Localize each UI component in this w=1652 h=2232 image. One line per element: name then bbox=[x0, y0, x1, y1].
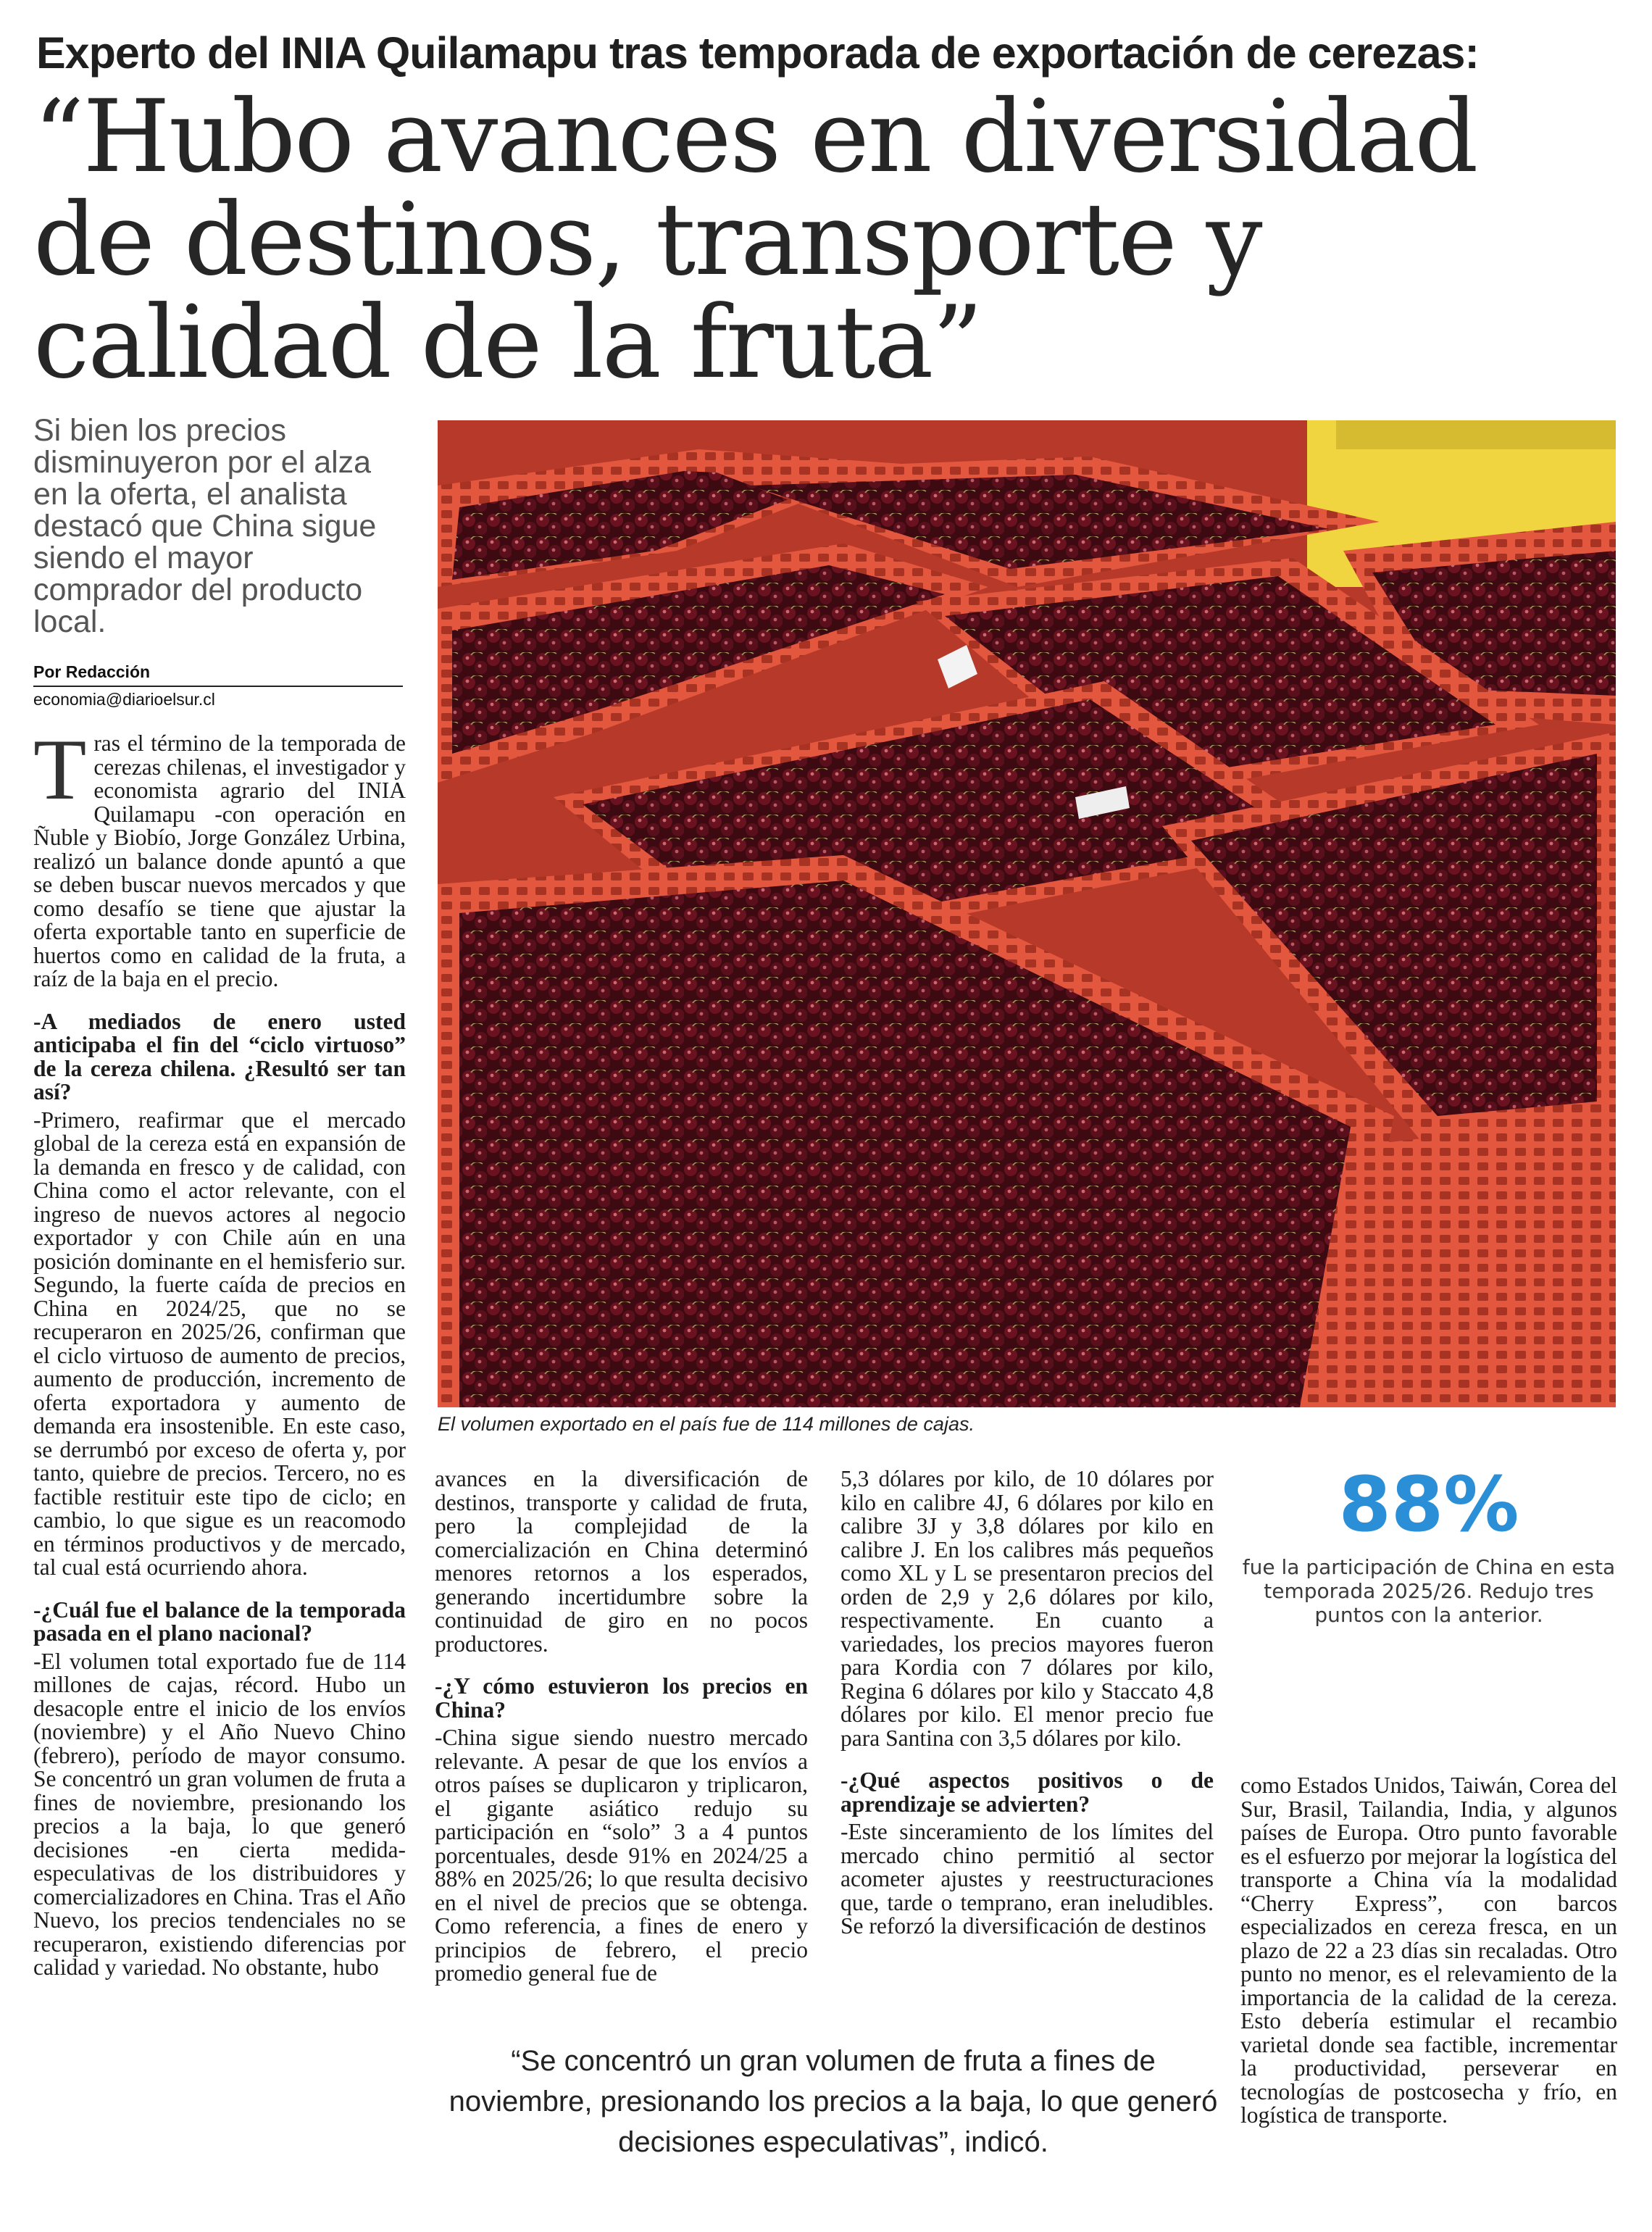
article-column-2 bbox=[435, 1467, 808, 1986]
headline bbox=[33, 78, 1627, 401]
headline-line-3: calidad de la fruta” bbox=[33, 284, 983, 401]
question-1: -A mediados de enero usted anticipaba el fin del “ciclo virtuoso” de la cereza chilena. ¿Resultó ser tan así? bbox=[33, 1008, 406, 1104]
byline bbox=[33, 661, 403, 710]
pull-quote: “Se concentró un gran volumen de fruta a fines de noviembre, presionando los precios a la baja, lo que generó decisiones especulativas”, indicó. bbox=[449, 2045, 1218, 2158]
answer-4-part-2: como Estados Unidos, Taiwán, Corea del Sur, Brasil, Tailandia, India, y algunos países de Europa. Otro punto favorable es el esfuerzo por mejorar la logística del transporte a China vía la modalidad “Cherry Express”, con barcos especializados en cereza fresca, en un plazo de 22 a 23 días sin recaladas. Otro punto no menor, es el relevamiento de la importancia de la calidad de la cereza. Esto debería estimular el recambio varietal donde sea factible, incrementar la productividad, perseverar en tecnologías de postcosecha y frío, en logística de transporte. bbox=[1240, 1773, 1617, 2128]
stat-description: fue la participación de China en esta temporada 2025/26. Redujo tres puntos con la anterior. bbox=[1242, 1555, 1616, 1627]
stat-value: 88% bbox=[1338, 1460, 1519, 1549]
cherry-crates-photo bbox=[438, 420, 1616, 1407]
answer-2-part-2: avances en la diversificación de destinos, transporte y calidad de fruta, pero la complejidad de la comercialización en China determinó menores retornos a los esperados, generando incertidumbre sobre la continuidad de giro en no pocos productores. bbox=[435, 1466, 808, 1657]
stat-box bbox=[1240, 1460, 1617, 1627]
answer-1: -Primero, reafirmar que el mercado global de la cereza está en expansión de la demanda en fresco y de calidad, con China como el actor relevante, con el ingreso de nuevos actores al negocio exportador y con Chile aún en una posición dominante en el hemisferio sur. Segundo, la fuerte caída de precios en China en 2024/25, que no se recuperaron en 2025/26, confirman que el ciclo virtuoso de aumento de precios, aumento de producción, incremento de oferta exportadora y aumento de demanda era insostenible. En este caso, se derrumbó por exceso de oferta y, por tanto, quiebre de precios. Tercero, no es factible restituir este tipo de ciclo; en cambio, lo que sigue es un reacomodo en términos productivos y de mercado, tal cual está ocurriendo ahora. bbox=[33, 1107, 406, 1580]
answer-3-part-2: 5,3 dólares por kilo, de 10 dólares por kilo en calibre 4J, 6 dólares por kilo en calibre 3J y 3,8 dólares por kilo en calibre J. En los calibres más pequeños como XL y L se presentaron precios del orden de 2,9 y 2,6 dólares por kilo, respectivamente. En cuanto a variedades, los precios mayores fueron para Kordia con 7 dólares por kilo, Regina 6 dólares por kilo y Staccato 4,8 dólares por kilo. El menor precio fue para Santina con 3,5 dólares por kilo. bbox=[840, 1466, 1214, 1751]
article-column-3 bbox=[840, 1467, 1214, 1939]
intro-paragraph bbox=[33, 721, 406, 991]
byline-author: Por Redacción bbox=[33, 662, 151, 681]
kicker-line: Experto del INIA Quilamapu tras temporada de exportación de cerezas: bbox=[36, 28, 1479, 78]
question-4: -¿Qué aspectos positivos o de aprendizaje se advierten? bbox=[840, 1767, 1214, 1817]
drop-cap: T bbox=[33, 721, 87, 817]
question-2: -¿Cuál fue el balance de la temporada pasada en el plano nacional? bbox=[33, 1596, 406, 1646]
answer-3-part-1: -China sigue siendo nuestro mercado relevante. A pesar de que los envíos a otros países se duplicaron y triplicaron, el gigante asiático redujo su participación en “solo” 3 a 4 puntos porcentuales, desde 91% en 2024/25 a 88% en 2025/26; lo que resulta decisivo en el nivel de precios que se obtenga. Como referencia, a fines de enero y principios de febrero, el precio promedio general fue de bbox=[435, 1725, 808, 1986]
article-column-1 bbox=[33, 721, 406, 1980]
question-3: -¿Y cómo estuvieron los precios en China? bbox=[435, 1673, 808, 1723]
headline-line-2: de destinos, transporte y bbox=[33, 181, 1261, 298]
lead-paragraph: Si bien los precios disminuyeron por el alza en la oferta, el analista destacó que China sigue siendo el mayor comprador del producto local. bbox=[33, 413, 377, 639]
cherry-crates-illustration bbox=[438, 420, 1616, 1407]
answer-4-part-1: -Este sinceramiento de los límites del mercado chino permitió al sector acometer ajustes y reestructuraciones que, tarde o temprano, eran ineludibles. Se reforzó la diversificación de destinos bbox=[840, 1819, 1214, 1939]
byline-email[interactable]: economia@diarioelsur.cl bbox=[33, 690, 215, 709]
intro-text: ras el término de la temporada de cerezas chilenas, el investigador y economista agrario del INIA Quilamapu -con operación en Ñuble y Biobío, Jorge González Urbina, realizó un balance donde apuntó a que se deben buscar nuevos mercados y que como desafío se tiene que ajustar la oferta exportable tanto en superficie de huertos como en calidad de la fruta, a raíz de la baja en el precio. bbox=[33, 730, 406, 991]
byline-divider bbox=[33, 686, 403, 687]
photo-caption: El volumen exportado en el país fue de 114 millones de cajas. bbox=[438, 1413, 975, 1435]
headline-line-1: “Hubo avances en diversidad bbox=[33, 78, 1477, 195]
article-column-4 bbox=[1240, 1774, 1617, 2128]
answer-2-part-1: -El volumen total exportado fue de 114 millones de cajas, récord. Hubo un desacople entre el inicio de los envíos (noviembre) y el Año Nuevo Chino (febrero), período de mayor consumo. Se concentró un gran volumen de fruta a fines de noviembre, presionando los precios a la baja, lo que generó decisiones -en cierta medida- especulativas de los distribuidores y comercializadores en China. Tras el Año Nuevo, los precios tendenciales no se recuperaron, existiendo diferencias por calidad y variedad. No obstante, hubo bbox=[33, 1648, 406, 1980]
